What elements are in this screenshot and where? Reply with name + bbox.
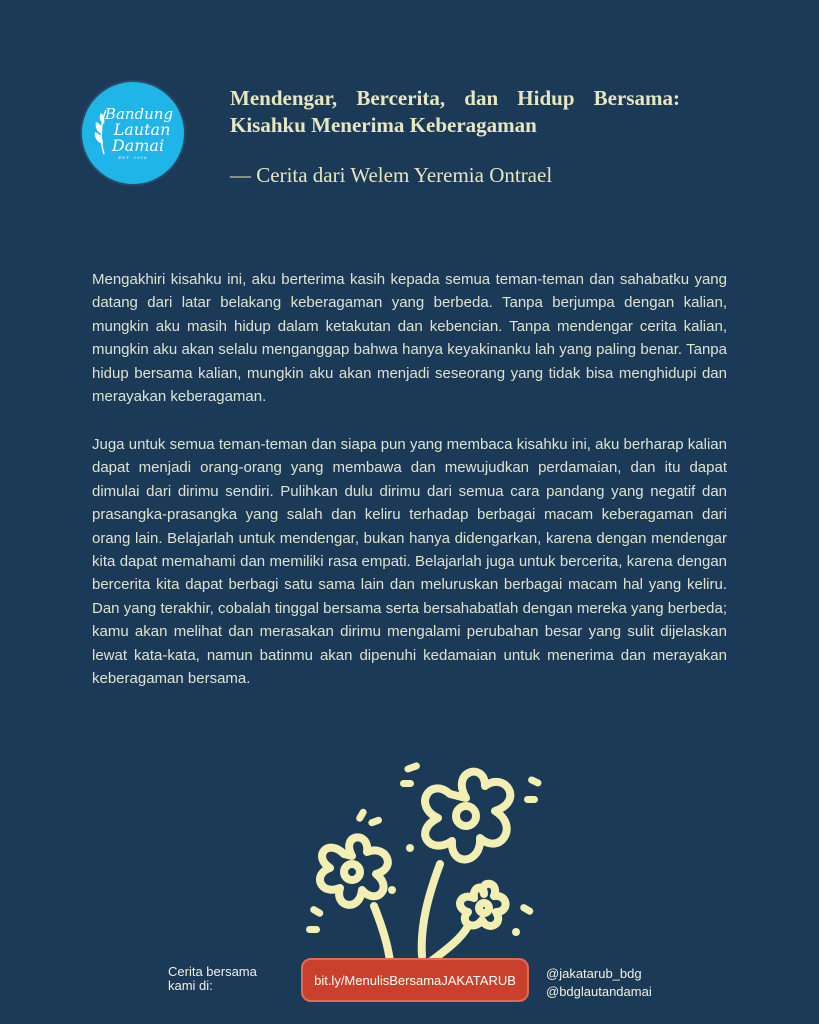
left-flower-icon	[320, 837, 388, 904]
page-title	[230, 85, 680, 139]
title-line-2: Kisahku Menerima Keberagaman	[230, 113, 537, 137]
title-word: Hidup	[517, 86, 575, 110]
flowers-illustration	[300, 756, 550, 966]
handle-bdglautandamai[interactable]: @bdglautandamai	[546, 984, 652, 999]
title-word: Mendengar,	[230, 86, 338, 110]
footer-label	[168, 965, 257, 993]
body-paragraph-1: Mengakhiri kisahku ini, aku berterima kasih kepada semua teman-teman dan sahabatku yang datang dari latar belakang keberagaman yang berbeda. Tanpa berjumpa dengan kalian, mungkin aku masih hidup dalam ketakutan dan kebencian. Tanpa mendengar cerita kalian, mungkin aku akan selalu menganggap bahwa hanya keyakinanku lah yang paling benar. Tanpa hidup bersama kalian, mungkin aku akan menjadi seseorang yang tidak bisa menghidupi dan merayakan keberagaman.	[92, 271, 727, 406]
logo-est: EST. 2016	[118, 154, 148, 160]
small-flower-icon	[460, 884, 506, 926]
title-word: dan	[464, 86, 499, 110]
big-flower-icon	[425, 772, 510, 860]
link-button[interactable]: bit.ly/MenulisBersamaJAKATARUB	[301, 958, 529, 1002]
social-handles	[546, 965, 652, 1001]
body-paragraph-2: Juga untuk semua teman-teman dan siapa pun yang membaca kisahku ini, aku berharap kalian dapat menjadi orang-orang yang membawa dan mewujudkan perdamaian, dan itu dapat dimulai dari dirimu sendiri. Pulihkan dulu dirimu dari semua cara pandang yang negatif dan prasangka-prasangka yang salah dan keliru terhadap berbagai macam keberagaman dari orang lain. Belajarlah untuk mendengar, bukan hanya didengarkan, karena dengan mendengar kita dapat memahami dan memiliki rasa empati. Belajarlah juga untuk bercerita, karena dengan bercerita kita dapat berbagi satu sama lain dan meluruskan berbagai macam hal yang keliru. Dan yang terakhir, cobalah tinggal bersama serta bersahabatlah dengan mereka yang berbeda; kamu akan melihat dan merasakan dirimu mengalami perubahan besar yang sulit dijelaskan lewat kata-kata, namun batinmu akan dipenuhi kedamaian untuk menerima dan merayakan keberagaman bersama.	[92, 436, 727, 688]
leaf-icon	[92, 106, 116, 156]
footer-label-line-1: Cerita bersama	[168, 964, 257, 979]
title-line-1	[230, 85, 680, 112]
footer-label-line-2: kami di:	[168, 978, 213, 993]
title-word: Bersama:	[593, 86, 680, 110]
logo-line-1: Bandung	[104, 104, 174, 123]
logo	[82, 82, 184, 184]
logo-line-2: Lautan	[113, 119, 171, 139]
title-word: Bercerita,	[356, 86, 446, 110]
page-subtitle: — Cerita dari Welem Yeremia Ontrael	[230, 163, 553, 187]
logo-line-3: Damai	[111, 135, 165, 155]
handle-jakatarub[interactable]: @jakatarub_bdg	[546, 966, 642, 981]
